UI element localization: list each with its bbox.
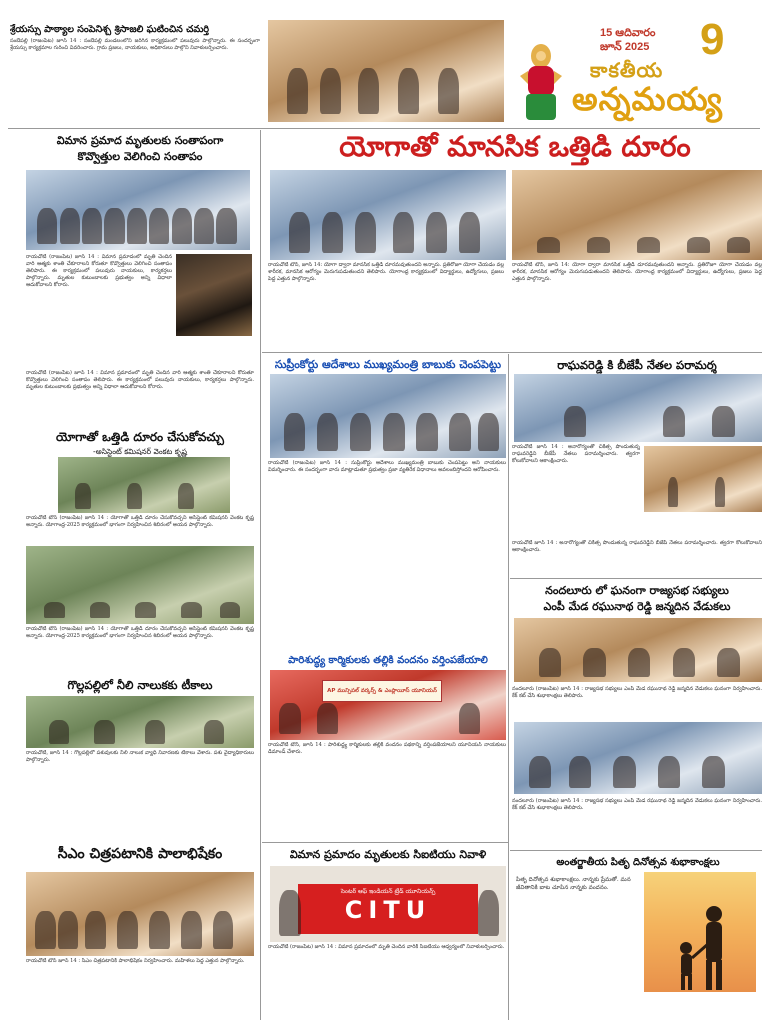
citu-banner-caption: సెంటర్ ఆఫ్ ఇండియన్ ట్రేడ్ యూనియన్స్: [340, 888, 436, 895]
citu-banner-text: CITU: [344, 896, 432, 924]
body-yoga-left: రాయచోటి టౌన్ (రాజంపేట) జూన్ 14 : యోగాతో ఒత్తిడి దూరం చేసుకోవచ్చని అసిస్టెంట్ కమిషనర్ వెంకట కృష్ణ అన్నారు. యోగాంధ్ర-2025 కార్యక్రమంలో భాగంగా నిర్వహించిన శిబిరంలో ఆయన పాల్గొన్నారు.: [26, 515, 254, 528]
deity-illustration-icon: [512, 36, 570, 124]
publication-name-line1: కాకతీయ: [590, 58, 664, 82]
body-supreme-court: రాయచోటి (రాజంపేట) జూన్ 14 : సుప్రీంకోర్టు ఆదేశాలు ముఖ్యమంత్రి బాబుకు చెంపపెట్టు అని నాయకులు విమర్శించారు. ఈ సందర్భంగా వారు మాట్లాడుతూ ప్రభుత్వం ప్రజా వ్యతిరేక విధానాలు అవలంబిస్తోందని ఆరోపించారు.: [268, 460, 506, 473]
body-yoga-stress: రాయచోటి టౌన్, జూన్ 14: యోగా ద్వారా మానసిక ఒత్తిడి దూరమవుతుందని అన్నారు. ప్రతిరోజూ యోగా చేయడం వల్ల శారీరక, మానసిక ఆరోగ్యం మెరుగుపడుతుందని తెలిపారు. యోగాంధ్ర కార్యక్రమంలో విద్యార్థులు, ఉద్యోగులు, ప్రజలు పెద్ద ఎత్తున పాల్గొన్నారు.: [268, 262, 504, 282]
fathers-day-box: [512, 857, 762, 1022]
photo-yoga-officials: [58, 457, 230, 513]
photo-cm-portrait-milk: [26, 872, 254, 956]
headline-nandalur-2: ఎంపీ మేడ రఘునాథ రెడ్డి జన్మదిన వేడుకలు: [543, 600, 731, 613]
month-line: జూన్ 2025: [600, 41, 650, 53]
body-workers: రాయచోటి టౌన్, జూన్ 14 : పారిశుద్ధ్య కార్మికులకు తల్లికి వందనం పథకాన్ని వర్తింపజేయాలని యూనియన్ నాయకులు డిమాండ్ చేశారు.: [268, 742, 506, 755]
photo-top-left-event: [268, 20, 504, 122]
body-raghava-2: రాయచోటి జూన్ 14 : అనారోగ్యంతో చికిత్స పొందుతున్న రాఘవరెడ్డిని బీజేపీ నేతలు పరామర్శించారు. త్వరగా కోలుకోవాలని ఆకాంక్షించారు.: [512, 540, 762, 553]
body-plane-candles-2: రాయచోటి (రాజంపేట) జూన్ 14 : విమాన ప్రమాదంలో మృతి చెందిన వారి ఆత్మకు శాంతి చేకూరాలని కోరుతూ కొవ్వొత్తులు వెలిగించి సంతాపం తెలిపారు. ఈ కార్యక్రమంలో పలువురు నాయకులు, కార్యకర్తలు పాల్గొన్నారు. మృతుల కుటుంబాలకు ప్రభుత్వం అన్ని విధాలా ఆదుకోవాలని కోరారు.: [26, 370, 254, 390]
photo-workers-protest: [270, 670, 506, 740]
body-fathers-day: పితృ దినోత్సవ శుభాకాంక్షలు. నాన్నకు ప్రేమతో. మన జీవితానికి బాట చూపిన నాన్నకు వందనం.: [516, 877, 631, 891]
photo-birthday-cake: [514, 618, 762, 682]
body-plane-candles: రాయచోటి (రాజంపేట) జూన్ 14 : విమాన ప్రమాదంలో మృతి చెందిన వారి ఆత్మకు శాంతి చేకూరాలని కోరుతూ కొవ్వొత్తులు వెలిగించి సంతాపం తెలిపారు. ఈ కార్యక్రమంలో పలువురు నాయకులు, కార్యకర్తలు పాల్గొన్నారు. మృతుల కుటుంబాలకు ప్రభుత్వం అన్ని విధాలా ఆదుకోవాలని కోరారు.: [26, 254, 172, 288]
body-cm-portrait: రాయచోటి టౌన్ జూన్ 14 : సీఎం చిత్రపటానికి పాలాభిషేకం నిర్వహించారు. మహిళలు పెద్ద ఎత్తున పాల్గొన్నారు.: [26, 958, 245, 964]
page-number: 9: [700, 15, 725, 64]
headline-yoga-left: యోగాతో ఒత్తిడి దూరం చేసుకోవచ్చు: [55, 430, 225, 444]
subline-yoga-left: -అసిస్టెంట్ కమిషనర్ వెంకట కృష్ణ: [93, 447, 187, 456]
photo-press-meet: [270, 374, 506, 458]
body-yoga-stress-2: రాయచోటి టౌన్, జూన్ 14: యోగా ద్వారా మానసిక ఒత్తిడి దూరమవుతుందని అన్నారు. ప్రతిరోజూ యోగా చేయడం వల్ల శారీరక, మానసిక ఆరోగ్యం మెరుగుపడుతుందని తెలిపారు. యోగాంధ్ర కార్యక్రమంలో విద్యార్థులు, ఉద్యోగులు, ప్రజలు పెద్ద ఎత్తున పాల్గొన్నారు.: [512, 262, 762, 282]
headline-supreme-court: సుప్రీంకోర్టు ఆదేశాలు ముఖ్యమంత్రి బాబుకు చెంపపెట్టు: [274, 358, 502, 371]
body-yoga-left-2: రాయచోటి టౌన్ (రాజంపేట) జూన్ 14 : యోగాతో ఒత్తిడి దూరం చేసుకోవచ్చని అసిస్టెంట్ కమిషనర్ వెంకట కృష్ణ అన్నారు. యోగాంధ్ర-2025 కార్యక్రమంలో భాగంగా నిర్వహించిన శిబిరంలో ఆయన పాల్గొన్నారు.: [26, 626, 254, 639]
photo-birthday-celebration: [514, 722, 762, 794]
headline-tongue: గొల్లపల్లిలో నీలి నాలుకకు టీకాలు: [67, 678, 213, 692]
photo-livestock-vaccine: [26, 696, 254, 748]
photo-hospital-visit: [514, 374, 762, 442]
photo-yoga-students: [512, 170, 762, 260]
date-line: 15 ఆదివారం: [600, 27, 656, 39]
headline-fathers-day: అంతర్జాతీయ పితృ దినోత్సవ శుభాకాంక్షలు: [556, 857, 720, 868]
headline-raghava: రాఘవరెడ్డి కి బీజేపీ నేతల పరామర్శ: [557, 358, 717, 372]
photo-yoga-hall: [270, 170, 506, 260]
headline-nandalur-1: నందలూరు లో ఘనంగా రాజ్యసభ సభ్యులు: [545, 584, 729, 597]
photo-citu-tribute: [270, 866, 506, 942]
photo-candles: [176, 254, 252, 336]
body-raghava: రాయచోటి జూన్ 14 : అనారోగ్యంతో చికిత్స పొందుతున్న రాఘవరెడ్డిని బీజేపీ నేతలు పరామర్శించారు. త్వరగా కోలుకోవాలని ఆకాంక్షించారు.: [512, 444, 640, 464]
body-citu: రాయచోటి (రాజంపేట) జూన్ 14 : విమాన ప్రమాదంలో మృతి చెందిన వారికి సిఐటియు ఆధ్వర్యంలో నివాళులర్పించారు.: [268, 944, 505, 950]
photo-raghava-meeting: [644, 446, 762, 512]
headline-top-left: శ్రేయస్సు పాఠ్యాల సంపెనిశ్చ శ్రిసాజలి ఘటించిన చమర్తి: [10, 24, 210, 35]
photo-father-child-silhouette: [644, 872, 756, 992]
citu-banner: [298, 884, 478, 934]
headline-plane-candles-2: కొవ్వొత్తుల వెలిగించి సంతాపం: [77, 150, 203, 163]
body-nandalur: నందలూరు (రాజంపేట) జూన్ 14 : రాజ్యసభ సభ్యులు ఎంపీ మేడ రఘునాథ రెడ్డి జన్మదిన వేడుకలు ఘనంగా నిర్వహించారు. కేక్ కట్ చేసి శుభాకాంక్షలు తెలిపారు.: [512, 686, 762, 699]
protest-banner: [322, 680, 442, 702]
publication-name-line2: అన్నమయ్య: [572, 80, 723, 118]
photo-candle-vigil-group: [26, 170, 250, 250]
headline-plane-candles-1: విమాన ప్రమాద మృతులకు సంతాపంగా: [56, 134, 224, 147]
date-block: [600, 26, 700, 54]
protest-banner-text: AP మున్సిపల్ వర్కర్స్ & ఎంప్లాయీస్ యూనియన్: [327, 688, 437, 694]
body-top-left: సంబేపల్లి (రాజంపేట) జూన్ 14 : సంబేపల్లి మండలంలోని జరిగిన కార్యక్రమంలో పలువురు పాల్గొన్నారు. ఈ సందర్భంగా శ్రేయస్సు కార్యక్రమాల గురించి వివరించారు. గ్రామ ప్రజలు, నాయకులు, అధికారులు పాల్గొని నివాళులర్పించారు.: [10, 38, 260, 51]
father-child-silhouette-icon: [644, 872, 756, 992]
body-tongue: రాయచోటి, జూన్ 14 : గొల్లపల్లిలో పశువులకు నీలి నాలుక వ్యాధి నివారణకు టీకాలు వేశారు. పశు వైద్యాధికారులు పాల్గొన్నారు.: [26, 750, 254, 763]
headline-cm-portrait: సీఎం చిత్రపటానికి పాలాభిషేకం: [57, 846, 223, 862]
headline-yoga-stress: యోగాతో మానసిక ఒత్తిడి దూరం: [339, 130, 691, 163]
headline-citu: విమాన ప్రమాదం మృతులకు సిఐటియు నివాళి: [289, 848, 487, 861]
photo-yoga-field: [26, 546, 254, 624]
headline-workers: పారిశుద్ధ్య కార్మికులకు తల్లికి వందనం వర్తింపజేయాలి: [288, 655, 488, 666]
body-nandalur-2: నందలూరు (రాజంపేట) జూన్ 14 : రాజ్యసభ సభ్యులు ఎంపీ మేడ రఘునాథ రెడ్డి జన్మదిన వేడుకలు ఘనంగా నిర్వహించారు. కేక్ కట్ చేసి శుభాకాంక్షలు తెలిపారు.: [512, 798, 762, 811]
